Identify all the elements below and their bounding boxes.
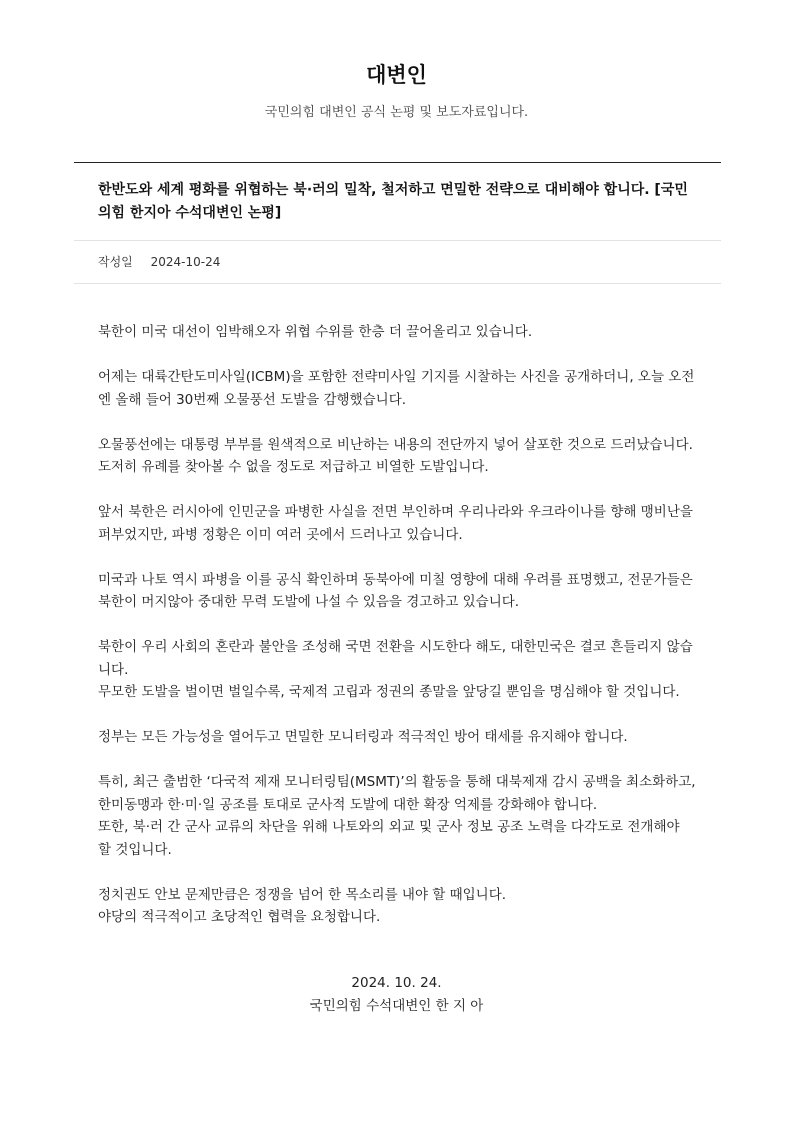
paragraph-line: 북한이 미국 대선이 임박해오자 위협 수위를 한층 더 끌어올리고 있습니다. [98, 324, 533, 340]
paragraph [98, 771, 696, 861]
paragraph [98, 321, 696, 344]
paragraph [98, 884, 696, 929]
meta-divider [74, 283, 721, 284]
paragraph [98, 636, 696, 704]
article-body [98, 321, 696, 951]
paragraph-line: 오물풍선에는 대통령 부부를 원색적으로 비난하는 내용의 전단까지 넣어 살포한 것으로 드러났습니다. 도저히 유례를 찾아볼 수 없을 정도로 저급하고 비열한 도발입니다. [98, 436, 693, 475]
paragraph [98, 501, 696, 546]
paragraph-line: 앞서 북한은 러시아에 인민군을 파병한 사실을 전면 부인하며 우리나라와 우크라이나를 향해 맹비난을 퍼부었지만, 파병 정황은 이미 여러 곳에서 드러나고 있습니다. [98, 504, 693, 543]
paragraph-line: 무모한 도발을 벌이면 벌일수록, 국제적 고립과 정권의 종말을 앞당길 뿐임을 명심해야 할 것입니다. [98, 684, 680, 700]
paragraph-line: 미국과 나토 역시 파병을 이를 공식 확인하며 동북아에 미칠 영향에 대해 우려를 표명했고, 전문가들은 북한이 머지않아 중대한 무력 도발에 나설 수 있음을 경고하고 있습니다. [98, 571, 693, 610]
article-title: 한반도와 세계 평화를 위협하는 북·러의 밀착, 철저하고 면밀한 전략으로 대비해야 합니다. [국민의힘 한지아 수석대변인 논평] [98, 182, 688, 221]
signature-block [0, 972, 793, 1017]
paragraph-line: 또한, 북·러 간 군사 교류의 차단을 위해 나토와의 외교 및 군사 정보 공조 노력을 다각도로 전개해야 할 것입니다. [98, 819, 680, 858]
paragraph-line: 북한이 우리 사회의 혼란과 불안을 조성해 국면 전환을 시도한다 해도, 대한민국은 결코 흔들리지 않습니다. [98, 639, 693, 678]
date-label: 작성일 [98, 255, 133, 269]
top-divider [74, 162, 721, 163]
paragraph [98, 569, 696, 614]
page-header [0, 60, 793, 123]
paragraph [98, 434, 696, 479]
paragraph [98, 366, 696, 411]
paragraph-line: 정치권도 안보 문제만큼은 정쟁을 넘어 한 목소리를 내야 할 때입니다. [98, 886, 507, 903]
paragraph-line: 어제는 대륙간탄도미사일(ICBM)을 포함한 전략미사일 기지를 시찰하는 사진을 공개하더니, 오늘 오전엔 올해 들어 30번째 오물풍선 도발을 감행했습니다. [98, 369, 695, 408]
article-meta [98, 252, 220, 272]
page-subtitle: 국민의힘 대변인 공식 논평 및 보도자료입니다. [264, 105, 529, 120]
title-divider [74, 240, 721, 241]
paragraph-line: 야당의 적극적이고 초당적인 협력을 요청합니다. [98, 909, 381, 925]
paragraph [98, 726, 696, 749]
paragraph-line: 정부는 모든 가능성을 열어두고 면밀한 모니터링과 적극적인 방어 태세를 유지해야 합니다. [98, 729, 628, 745]
page-title: 대변인 [366, 63, 427, 87]
signature-date: 2024. 10. 24. [351, 975, 442, 991]
signature-author: 국민의힘 수석대변인 한 지 아 [309, 997, 484, 1014]
date-value: 2024-10-24 [150, 255, 221, 269]
paragraph-line: 특히, 최근 출범한 ‘다국적 제재 모니터링팀(MSMT)’의 활동을 통해 대북제재 감시 공백을 최소화하고, 한미동맹과 한·미·일 공조를 토대로 군사적 도발에 대한 확장 억제를 강화해야 합니다. [98, 774, 696, 813]
